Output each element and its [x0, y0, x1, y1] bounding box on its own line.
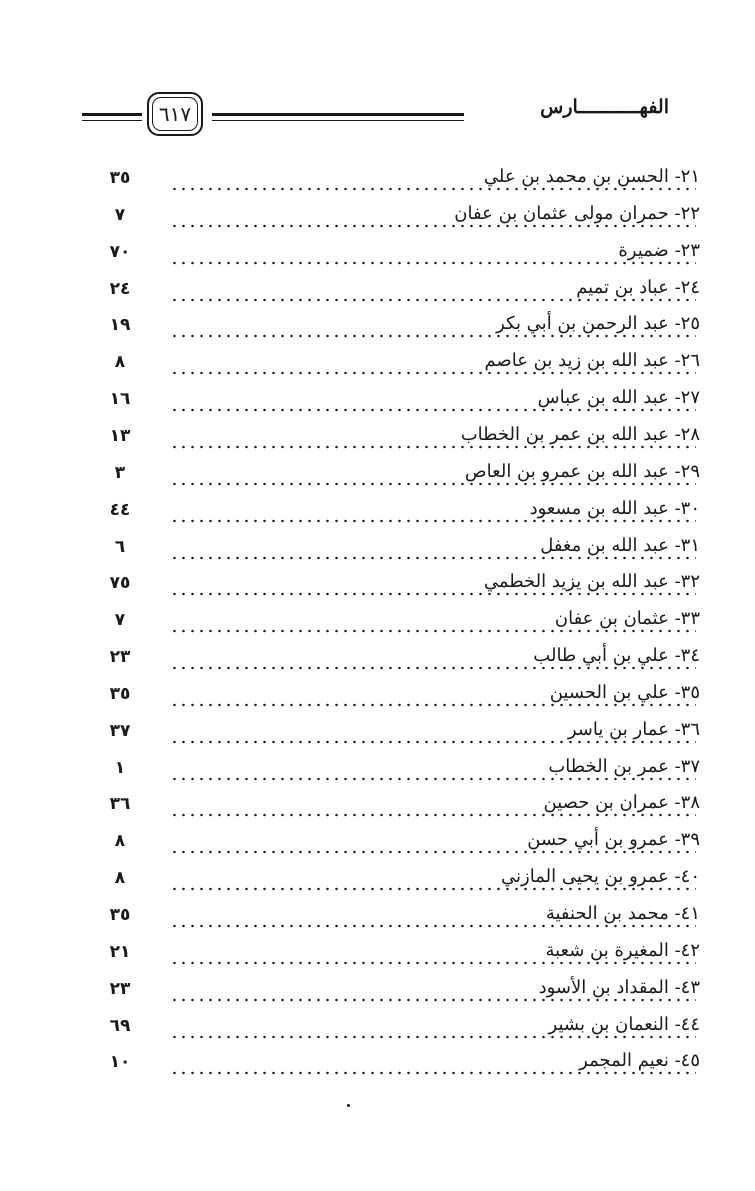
- leader-dots: [170, 1035, 696, 1039]
- entry-name: ٣٨- عمران بن حصين: [538, 792, 700, 813]
- leader-dots: [170, 961, 696, 965]
- entry-name: ٣٥- علي بن الحسين: [544, 682, 700, 703]
- entry-page-number: ١٣: [109, 425, 131, 446]
- entry-page-number: ٣٦: [109, 794, 131, 815]
- leader-dots: [170, 666, 696, 670]
- entry-page-number: ٣٧: [109, 720, 131, 741]
- entry-name: ٤٣- المقداد بن الأسود: [533, 977, 700, 998]
- leader-dots: [170, 445, 696, 449]
- entry-page-number: ٣٥: [109, 905, 131, 925]
- entry-page-number: ٨: [114, 831, 126, 852]
- running-title: الفهـــــــــــارس: [540, 96, 669, 118]
- entry-page-number: ٦٩: [109, 1015, 131, 1036]
- leader-dots: [170, 371, 696, 375]
- entry-name: ٣٩- عمرو بن أبي حسن: [521, 829, 700, 850]
- index-entry-row: [90, 277, 700, 313]
- index-entry-row: [90, 792, 700, 828]
- entry-page-number: ٣: [114, 462, 126, 483]
- entry-page-number: ١٦: [109, 389, 131, 410]
- entry-page-number: ٣٥: [109, 683, 131, 704]
- entry-page-number: ١: [114, 757, 126, 778]
- leader-dots: [170, 408, 696, 412]
- index-entry-row: [90, 1050, 700, 1086]
- entry-name: ٤٢- المغيرة بن شعبة: [539, 940, 700, 961]
- index-entry-row: [90, 719, 700, 755]
- index-entry-row: [90, 498, 700, 534]
- leader-dots: [170, 924, 696, 928]
- entry-page-number: ٨: [114, 352, 126, 373]
- index-entry-row: [90, 535, 700, 571]
- entry-name: ٣٠- عبد الله بن مسعود: [524, 498, 700, 519]
- index-entry-row: [90, 903, 700, 939]
- leader-dots: [170, 298, 696, 302]
- index-entry-row: [90, 940, 700, 976]
- entry-name: ٣٦- عمار بن ياسر: [562, 719, 700, 740]
- entry-name: ٤٠- عمرو بن يحيى المازني: [495, 866, 700, 887]
- index-entry-row: [90, 313, 700, 349]
- entry-page-number: ٢٣: [109, 647, 131, 668]
- leader-dots: [170, 224, 696, 228]
- entry-page-number: ٧: [114, 204, 126, 225]
- index-entry-row: [90, 387, 700, 423]
- entry-page-number: ١٩: [109, 315, 131, 336]
- entry-name: ٢٢- حمران مولى عثمان بن عفان: [448, 203, 700, 224]
- entry-page-number: ٧٥: [109, 573, 131, 594]
- index-entry-row: [90, 866, 700, 902]
- leader-dots: [170, 592, 696, 596]
- leader-dots: [170, 850, 696, 854]
- entry-name: ٣٣- عثمان بن عفان: [549, 608, 700, 629]
- leader-dots: [170, 703, 696, 707]
- index-entry-row: [90, 682, 700, 718]
- leader-dots: [170, 629, 696, 633]
- leader-dots: [170, 813, 696, 817]
- entry-name: ٤٥- نعيم المجمر: [573, 1050, 700, 1071]
- index-entry-row: [90, 608, 700, 644]
- index-entry-row: [90, 240, 700, 276]
- entry-page-number: ٢٣: [109, 978, 131, 999]
- leader-dots: [170, 998, 696, 1002]
- index-entry-row: [90, 166, 700, 202]
- entry-name: ٣١- عبد الله بن مغفل: [534, 535, 700, 556]
- index-entry-row: [90, 645, 700, 681]
- stray-dot: [347, 1104, 350, 1107]
- index-entry-row: [90, 756, 700, 792]
- entry-page-number: ٨: [114, 868, 126, 889]
- entry-name: ٢٨- عبد الله بن عمر بن الخطاب: [455, 424, 700, 445]
- entry-page-number: ٧: [114, 610, 126, 631]
- index-entry-row: [90, 424, 700, 460]
- leader-dots: [170, 777, 696, 781]
- entry-name: ٢٧- عبد الله بن عباس: [532, 387, 700, 408]
- entry-name: ٣٢- عبد الله بن يزيد الخطمي: [478, 571, 700, 592]
- leader-dots: [170, 519, 696, 523]
- entry-page-number: ٣٥: [109, 168, 131, 188]
- index-entry-row: [90, 977, 700, 1013]
- entry-name: ٢٥- عبد الرحمن بن أبي بكر: [490, 313, 700, 334]
- index-entry-row: [90, 461, 700, 497]
- entry-name: ٣٧- عمر بن الخطاب: [542, 756, 700, 777]
- entry-page-number: ٢٤: [109, 278, 131, 299]
- entry-page-number: ٢١: [109, 941, 131, 962]
- index-entry-row: [90, 350, 700, 386]
- entry-name: ٢٣- ضميرة: [612, 240, 700, 261]
- entry-page-number: ٧٠: [109, 241, 131, 262]
- leader-dots: [170, 556, 696, 560]
- leader-dots: [170, 334, 696, 338]
- entry-name: ٤٤- النعمان بن بشير: [543, 1014, 700, 1035]
- entry-name: ٢٩- عبد الله بن عمرو بن العاص: [459, 461, 700, 482]
- entry-name: ٢١- الحسن بن محمد بن علي: [478, 166, 700, 187]
- leader-dots: [170, 740, 696, 744]
- index-entry-row: [90, 203, 700, 239]
- leader-dots: [170, 1071, 696, 1075]
- entry-name: ٣٤- علي بن أبي طالب: [527, 645, 700, 666]
- leader-dots: [170, 187, 696, 191]
- entry-name: ٢٤- عباد بن تميم: [570, 277, 700, 298]
- index-entry-row: [90, 1014, 700, 1050]
- leader-dots: [170, 887, 696, 891]
- leader-dots: [170, 261, 696, 265]
- entry-name: ٢٦- عبد الله بن زيد بن عاصم: [478, 350, 700, 371]
- entry-page-number: ١٠: [109, 1052, 131, 1073]
- index-entry-row: [90, 829, 700, 865]
- leader-dots: [170, 482, 696, 486]
- entry-page-number: ٤٤: [109, 499, 131, 520]
- entry-name: ٤١- محمد بن الحنفية: [540, 903, 700, 924]
- entry-page-number: ٦: [114, 536, 126, 557]
- page-number: ٦١٧: [158, 102, 192, 126]
- index-entry-row: [90, 571, 700, 607]
